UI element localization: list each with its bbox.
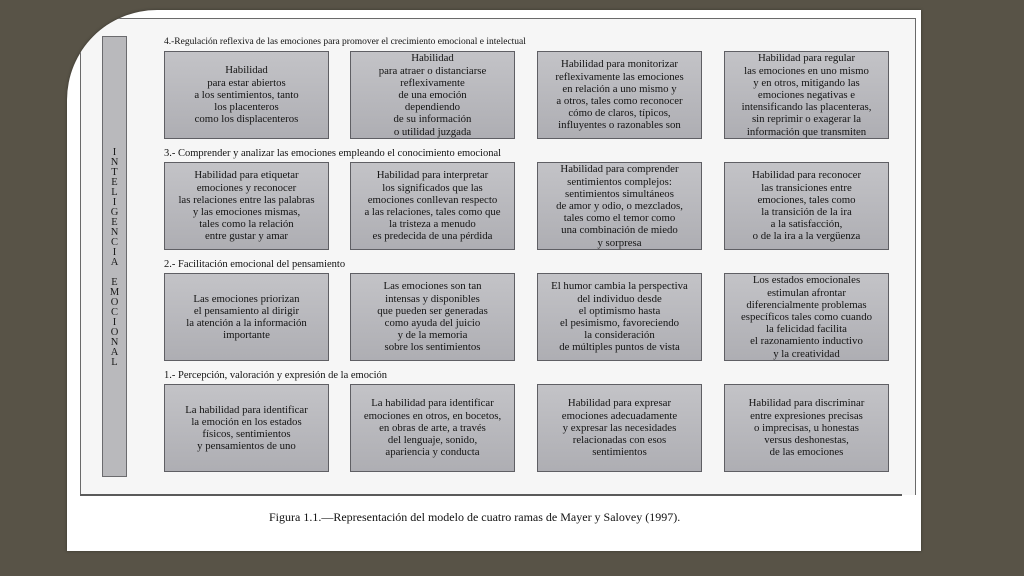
- box-2-2: [350, 273, 515, 361]
- box-4-3: [537, 51, 702, 139]
- box-text: Habilidad para comprender sentimientos complejos: sentimientos simultáneos de amor y odio, o mezclados, tales como el temor como una combinación de miedo y sorpresa: [556, 163, 683, 249]
- box-2-3: [537, 273, 702, 361]
- section-heading-1: 1.- Percepción, valoración y expresión de la emoción: [164, 370, 388, 381]
- box-2-1: [164, 273, 329, 361]
- box-1-3: [537, 384, 702, 472]
- box-text: El humor cambia la perspectiva del individuo desde el optimismo hasta el pesimismo, favoreciendo la consideración de múltiples puntos de vista: [551, 280, 688, 354]
- box-3-3: [537, 162, 702, 250]
- box-text: Habilidad para monitorizar reflexivamente las emociones en relación a uno mismo y a otros, tales como reconocer cómo de claros, típicos, influyentes o razonables son: [555, 58, 684, 132]
- box-text: Las emociones son tan intensas y disponibles que pueden ser generadas como ayuda del juicio y de la memoria sobre los sentimientos: [377, 280, 488, 354]
- box-text: Habilidad para regular las emociones en uno mismo y en otros, mitigando las emociones negativas e intensificando las placenteras, sin reprimir o exagerar la información que transmiten: [741, 52, 872, 138]
- section-heading-2: 2.- Facilitación emocional del pensamiento: [164, 259, 346, 270]
- box-text: Los estados emocionales estimulan afrontar diferencialmente problemas específicos tales como cuando la felicidad facilita el razonamiento inductivo y la creatividad: [740, 274, 872, 360]
- box-text: Habilidad para atraer o distanciarse reflexivamente de una emoción dependiendo de su información o utilidad juzgada: [378, 52, 487, 138]
- box-4-4: [724, 51, 889, 139]
- box-3-2: [350, 162, 515, 250]
- side-label-bar: [102, 36, 127, 477]
- box-2-4: [724, 273, 889, 361]
- box-3-1: [164, 162, 329, 250]
- box-4-1: [164, 51, 329, 139]
- box-3-4: [724, 162, 889, 250]
- box-text: La habilidad para identificar la emoción en los estados físicos, sentimientos y pensamientos de uno: [185, 403, 308, 453]
- box-text: Habilidad para etiquetar emociones y reconocer las relaciones entre las palabras y las emociones mismas, tales como la relación entre gustar y amar: [178, 169, 315, 243]
- box-1-4: [724, 384, 889, 472]
- slide-page: [67, 10, 921, 551]
- box-text: Habilidad para interpretar los significados que las emociones conllevan respecto a las relaciones, tales como que la tristeza a menudo es predecida de una pérdida: [364, 169, 501, 243]
- box-1-2: [350, 384, 515, 472]
- box-text: Habilidad para estar abiertos a los sentimientos, tanto los placenteros como los displacenteros: [194, 64, 299, 126]
- section-heading-4: 4.-Regulación reflexiva de las emociones para promover el crecimiento emocional e intelectual: [164, 37, 526, 47]
- figure-caption: Figura 1.1.—Representación del modelo de cuatro ramas de Mayer y Salovey (1997).: [269, 510, 681, 524]
- box-1-1: [164, 384, 329, 472]
- section-heading-3: 3.- Comprender y analizar las emociones empleando el conocimiento emocional: [164, 148, 502, 159]
- side-label-text: INTELIGENCIA EMOCIONAL: [109, 146, 120, 367]
- box-text: Habilidad para discriminar entre expresiones precisas o imprecisas, u honestas versus deshonestas, de las emociones: [748, 397, 865, 459]
- box-text: Las emociones priorizan el pensamiento al dirigir la atención a la información importante: [186, 292, 307, 342]
- box-text: La habilidad para identificar emociones en otros, en bocetos, en obras de arte, a través del lenguaje, sonido, apariencia y conducta: [363, 397, 502, 459]
- box-text: Habilidad para expresar emociones adecuadamente y expresar las necesidades relacionadas con esos sentimientos: [561, 397, 678, 459]
- figure-bottom-rule: [80, 494, 902, 496]
- box-text: Habilidad para reconocer las transiciones entre emociones, tales como la transición de la ira a la satisfacción, o de la ira a la vergüenza: [751, 169, 862, 243]
- box-4-2: [350, 51, 515, 139]
